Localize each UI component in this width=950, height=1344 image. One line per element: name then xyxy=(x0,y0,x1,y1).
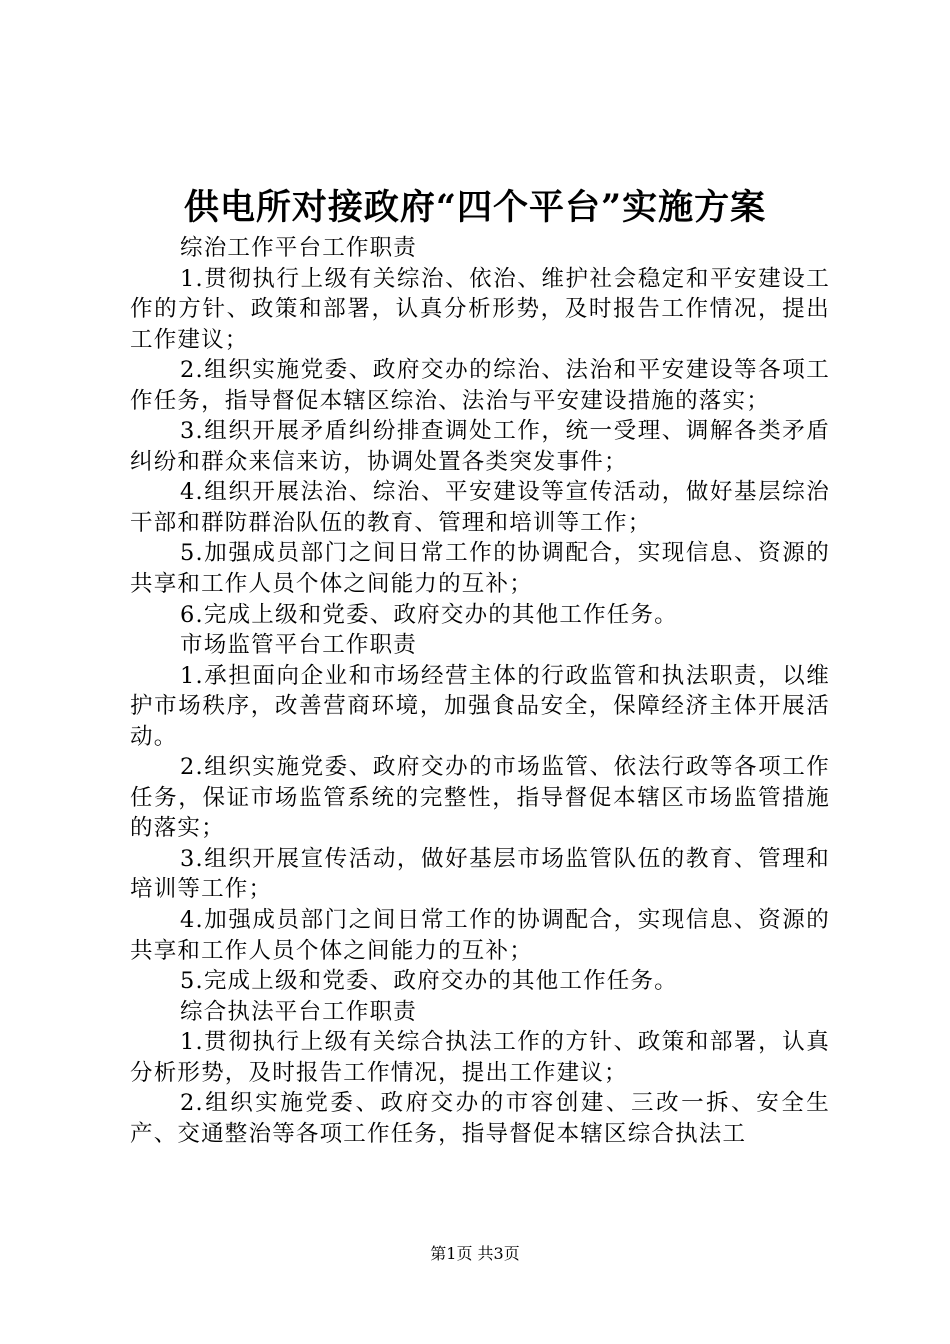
body-paragraph: 3.组织开展宣传活动，做好基层市场监管队伍的教育、管理和培训等工作； xyxy=(130,845,830,903)
section-heading: 综合执法平台工作职责 xyxy=(180,998,418,1025)
body-paragraph: 3.组织开展矛盾纠纷排查调处工作，统一受理、调解各类矛盾纠纷和群众来信来访，协调处置各类突发事件； xyxy=(130,418,830,475)
body-paragraph: 4.组织开展法治、综治、平安建设等宣传活动，做好基层综治干部和群防群治队伍的教育、管理和培训等工作； xyxy=(130,479,830,536)
body-paragraph: 1.贯彻执行上级有关综合执法工作的方针、政策和部署，认真分析形势，及时报告工作情况，提出工作建议； xyxy=(130,1029,830,1086)
body-paragraph: 6.完成上级和党委、政府交办的其他工作任务。 xyxy=(180,601,678,628)
body-paragraph: 5.完成上级和党委、政府交办的其他工作任务。 xyxy=(180,968,678,995)
body-paragraph: 1.承担面向企业和市场经营主体的行政监管和执法职责，以维护市场秩序，改善营商环境，加强食品安全，保障经济主体开展活动。 xyxy=(130,662,830,750)
section-heading: 市场监管平台工作职责 xyxy=(180,632,418,659)
body-paragraph: 4.加强成员部门之间日常工作的协调配合，实现信息、资源的共享和工作人员个体之间能力的互补； xyxy=(130,907,830,964)
document-body xyxy=(130,233,830,1149)
section-heading: 综治工作平台工作职责 xyxy=(180,235,418,261)
body-paragraph: 2.组织实施党委、政府交办的市场监管、依法行政等各项工作任务，保证市场监管系统的完整性，指导督促本辖区市场监管措施的落实； xyxy=(130,754,830,842)
body-paragraph: 2.组织实施党委、政府交办的市容创建、三改一拆、安全生产、交通整治等各项工作任务，指导督促本辖区综合执法工 xyxy=(130,1090,830,1147)
page-footer: 第1页 共3页 xyxy=(430,1244,520,1263)
body-paragraph: 5.加强成员部门之间日常工作的协调配合，实现信息、资源的共享和工作人员个体之间能力的互补； xyxy=(130,540,830,598)
document-title: 供电所对接政府“四个平台”实施方案 xyxy=(183,187,767,228)
body-paragraph: 1.贯彻执行上级有关综治、依治、维护社会稳定和平安建设工作的方针、政策和部署，认真分析形势，及时报告工作情况，提出工作建议； xyxy=(130,265,830,353)
body-paragraph: 2.组织实施党委、政府交办的综治、法治和平安建设等各项工作任务，指导督促本辖区综治、法治与平安建设措施的落实； xyxy=(130,357,830,414)
